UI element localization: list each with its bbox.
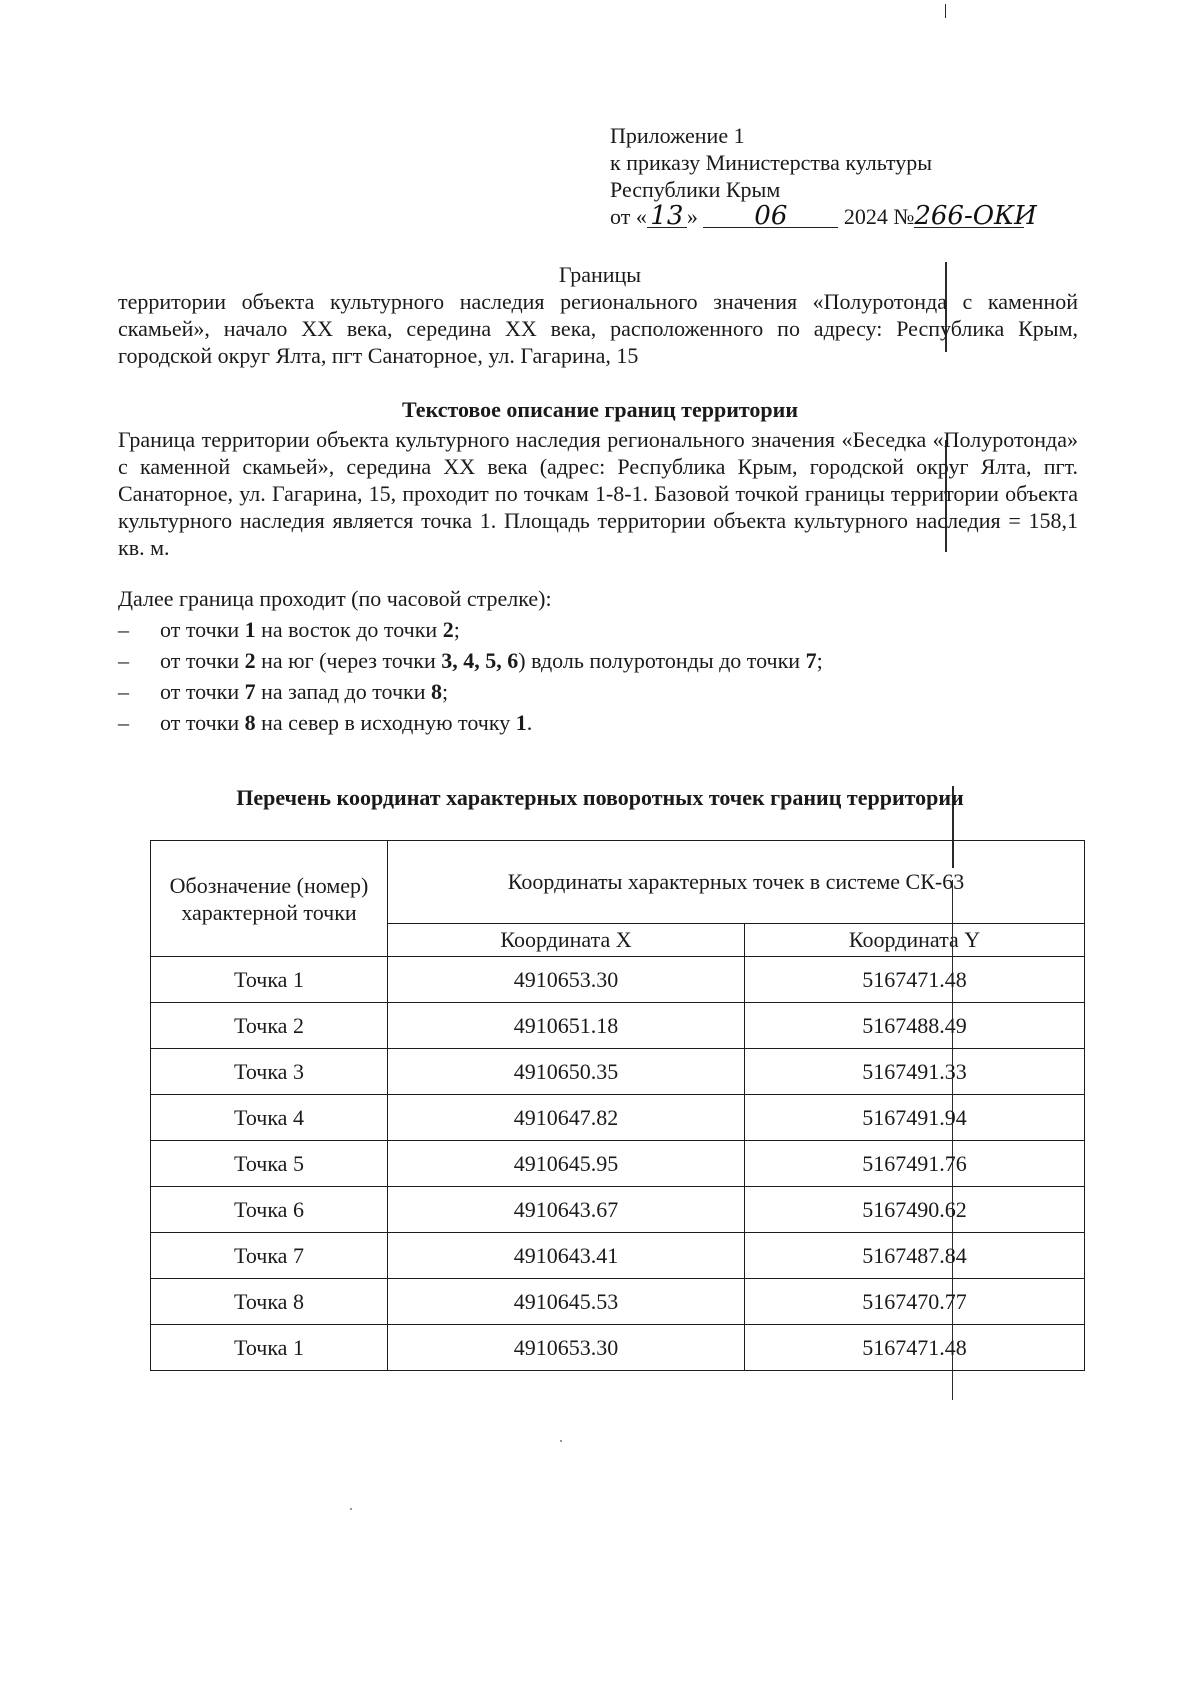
point-label: Точка 3	[151, 1049, 388, 1095]
order-reference: к приказу Министерства культуры	[610, 150, 933, 175]
coord-x: 4910645.53	[388, 1279, 745, 1325]
section-heading-coordinates: Перечень координат характерных поворотных точек границ территории	[236, 785, 964, 810]
coord-y: 5167490.62	[745, 1187, 1085, 1233]
appendix-header	[610, 122, 1037, 231]
coord-y: 5167471.48	[745, 1325, 1085, 1371]
document-title: Границы	[558, 262, 642, 287]
route-item: – от точки 2 на юг (через точки 3, 4, 5, 6) вдоль полуротонды до точки 7;	[118, 645, 823, 676]
coord-y: 5167491.76	[745, 1141, 1085, 1187]
point-label: Точка 6	[151, 1187, 388, 1233]
coord-x: 4910647.82	[388, 1095, 745, 1141]
coord-x: 4910643.67	[388, 1187, 745, 1233]
date-year: 2024 №	[843, 204, 915, 229]
route-list	[118, 614, 823, 738]
coord-y: 5167488.49	[745, 1003, 1085, 1049]
date-close: »	[686, 204, 698, 229]
coord-y: 5167487.84	[745, 1233, 1085, 1279]
scan-speck	[560, 1440, 562, 1442]
column-header-coordinates: Координаты характерных точек в системе СК-63	[388, 841, 1085, 924]
coord-y: 5167471.48	[745, 957, 1085, 1003]
section-heading-description: Текстовое описание границ территории	[401, 397, 799, 422]
description-paragraph: Граница территории объекта культурного наследия регионального значения «Беседка «Полуротонда» с каменной скамьей», середина XX века (адрес: Республика Крым, городской округ Ялта, пгт. Санаторное, ул. Гагарина, 15, проходит по точкам 1-8-1. Базовой точкой границы территории объекта культурного наследия является точка 1. Площадь территории объекта культурного наследия = 158,1 кв. м.	[118, 427, 1078, 560]
scan-artifact-line	[945, 4, 946, 18]
appendix-label: Приложение 1	[610, 123, 745, 148]
route-item: – от точки 8 на север в исходную точку 1.	[118, 707, 823, 738]
point-label: Точка 5	[151, 1141, 388, 1187]
table-row	[151, 1325, 1085, 1371]
coord-x: 4910643.41	[388, 1233, 745, 1279]
coord-y: 5167491.94	[745, 1095, 1085, 1141]
point-label: Точка 8	[151, 1279, 388, 1325]
route-intro: Далее граница проходит (по часовой стрелке):	[118, 586, 552, 611]
table-row	[151, 1095, 1085, 1141]
table-row	[151, 957, 1085, 1003]
coordinates-table-body	[151, 957, 1085, 1371]
coord-y: 5167491.33	[745, 1049, 1085, 1095]
date-month: 06	[703, 205, 838, 228]
point-label: Точка 4	[151, 1095, 388, 1141]
point-label: Точка 7	[151, 1233, 388, 1279]
table-row	[151, 1279, 1085, 1325]
coord-x: 4910651.18	[388, 1003, 745, 1049]
coord-y: 5167470.77	[745, 1279, 1085, 1325]
coord-x: 4910653.30	[388, 1325, 745, 1371]
date-day: 13	[647, 205, 687, 228]
order-date-line	[610, 201, 1037, 231]
column-header-point: Обозначение (номер) характерной точки	[151, 841, 388, 957]
table-row	[151, 1003, 1085, 1049]
intro-paragraph: территории объекта культурного наследия регионального значения «Полуротонда с каменной скамьей», начало XX века, середина XX века, расположенного по адресу: Республика Крым, городской округ Ялта, пгт Санаторное, ул. Гагарина, 15	[118, 289, 1078, 368]
point-label: Точка 2	[151, 1003, 388, 1049]
order-number: 266-ОКИ	[914, 201, 1037, 231]
date-prefix: от «	[610, 204, 647, 229]
route-item: – от точки 7 на запад до точки 8;	[118, 676, 823, 707]
coord-x: 4910645.95	[388, 1141, 745, 1187]
ministry-region: Республики Крым	[610, 177, 781, 202]
column-header-y: Координата Y	[745, 924, 1085, 957]
table-row	[151, 1233, 1085, 1279]
table-row	[151, 1187, 1085, 1233]
table-row	[151, 1049, 1085, 1095]
table-row	[151, 1141, 1085, 1187]
coord-x: 4910653.30	[388, 957, 745, 1003]
coordinates-table	[150, 840, 1085, 1371]
scan-speck	[350, 1508, 352, 1510]
coord-x: 4910650.35	[388, 1049, 745, 1095]
route-item: – от точки 1 на восток до точки 2;	[118, 614, 823, 645]
column-header-x: Координата X	[388, 924, 745, 957]
point-label: Точка 1	[151, 1325, 388, 1371]
point-label: Точка 1	[151, 957, 388, 1003]
